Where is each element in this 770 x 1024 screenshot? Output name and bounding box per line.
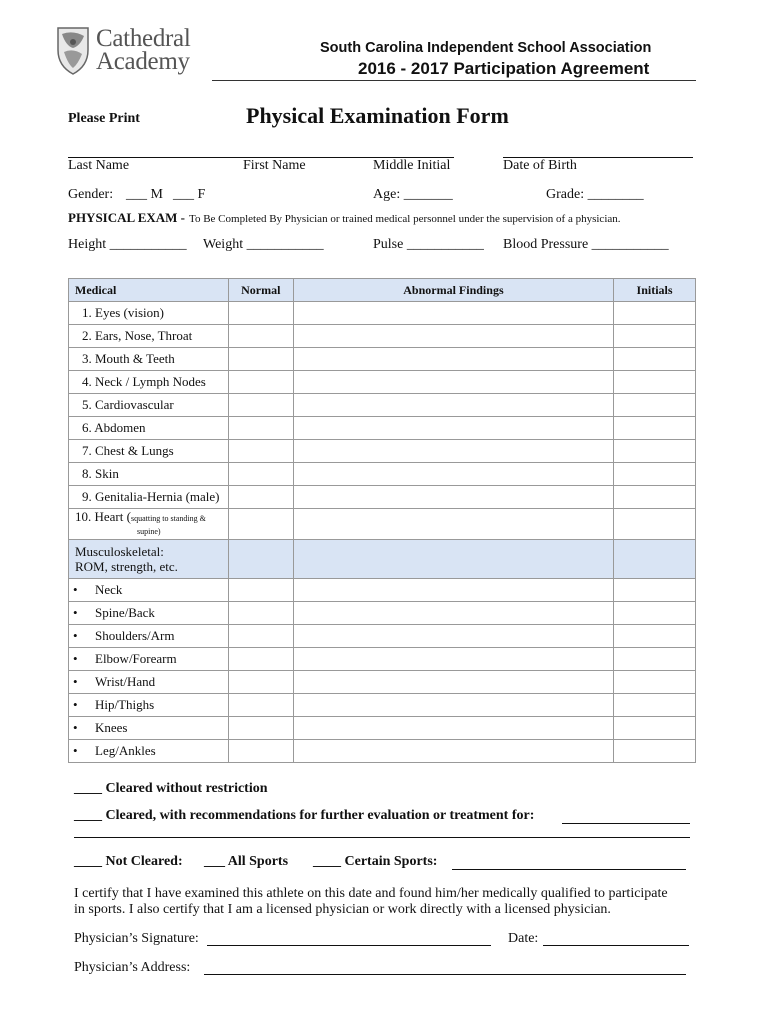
certify-line-1: I certify that I have examined this athlete on this date and found him/her medically qualified to participate: [74, 886, 668, 901]
physical-exam-note: [68, 209, 621, 227]
height-field[interactable]: Height ___________: [68, 237, 187, 252]
findings-cell[interactable]: [293, 417, 613, 440]
table-row: [69, 302, 696, 325]
row-label: 1. Eyes (vision): [69, 302, 229, 325]
row-label: 6. Abdomen: [69, 417, 229, 440]
grade-field[interactable]: Grade: ________: [546, 187, 644, 202]
findings-cell[interactable]: [293, 348, 613, 371]
normal-cell[interactable]: [228, 740, 293, 763]
bullet-icon: •: [73, 743, 78, 758]
table-row: [69, 717, 696, 740]
findings-cell[interactable]: [293, 325, 613, 348]
initials-cell[interactable]: [614, 717, 696, 740]
findings-cell[interactable]: [293, 671, 613, 694]
logo-line2: Academy: [96, 48, 190, 75]
initials-cell[interactable]: [614, 694, 696, 717]
heart-note: squatting to standing &: [130, 514, 206, 523]
table-row: [69, 463, 696, 486]
row-label: 8. Skin: [69, 463, 229, 486]
certain-sports[interactable]: ____ Certain Sports:: [313, 854, 438, 869]
table-row: [69, 440, 696, 463]
row-label: • Spine/Back: [69, 602, 229, 625]
physician-signature-label: Physician’s Signature:: [74, 931, 199, 946]
normal-cell[interactable]: [228, 625, 293, 648]
dob-label: Date of Birth: [503, 158, 577, 173]
table-header-row: [69, 279, 696, 302]
row-label: • Shoulders/Arm: [69, 625, 229, 648]
initials-cell[interactable]: [614, 440, 696, 463]
findings-cell[interactable]: [293, 509, 613, 540]
date-line[interactable]: [543, 945, 689, 946]
normal-cell[interactable]: [228, 579, 293, 602]
exam-table: [68, 278, 696, 763]
findings-cell[interactable]: [293, 371, 613, 394]
physical-exam-desc: To Be Completed By Physician or trained medical personnel under the supervision of a physician.: [189, 213, 621, 225]
heart-main: 10. Heart (: [75, 509, 131, 524]
initials-cell[interactable]: [614, 394, 696, 417]
school-logo: [52, 24, 212, 76]
table-row: [69, 417, 696, 440]
normal-cell[interactable]: [228, 417, 293, 440]
initials-cell[interactable]: [614, 671, 696, 694]
bullet-icon: •: [73, 605, 78, 620]
findings-cell: [293, 540, 613, 579]
first-name-label: First Name: [243, 158, 306, 173]
heart-note-2: supine): [137, 527, 161, 536]
initials-cell[interactable]: [614, 625, 696, 648]
blood-pressure-field[interactable]: Blood Pressure ___________: [503, 237, 669, 252]
association-name: South Carolina Independent School Association: [320, 40, 652, 56]
initials-cell[interactable]: [614, 463, 696, 486]
gender-female-blank[interactable]: ___ F: [173, 187, 206, 202]
normal-cell[interactable]: [228, 694, 293, 717]
normal-cell[interactable]: [228, 671, 293, 694]
row-label: 9. Genitalia-Hernia (male): [69, 486, 229, 509]
all-sports[interactable]: ___ All Sports: [204, 854, 289, 869]
table-row: [69, 602, 696, 625]
normal-cell[interactable]: [228, 394, 293, 417]
initials-cell[interactable]: [614, 371, 696, 394]
physician-address-label: Physician’s Address:: [74, 960, 191, 975]
musculoskeletal-label: [69, 540, 229, 579]
table-row: [69, 694, 696, 717]
recommendations-line-2[interactable]: [74, 837, 690, 838]
logo-line1: Cathedral: [96, 25, 191, 52]
normal-cell[interactable]: [228, 648, 293, 671]
bullet-icon: •: [73, 720, 78, 735]
initials-cell[interactable]: [614, 602, 696, 625]
findings-cell[interactable]: [293, 648, 613, 671]
col-medical: Medical: [69, 279, 229, 302]
cleared-with-recommendations[interactable]: ____ Cleared, with recommendations for further evaluation or treatment for:: [74, 808, 535, 823]
row-label: 5. Cardiovascular: [69, 394, 229, 417]
not-cleared[interactable]: ____ Not Cleared:: [74, 854, 183, 869]
normal-cell[interactable]: [228, 509, 293, 540]
initials-cell[interactable]: [614, 417, 696, 440]
initials-cell[interactable]: [614, 579, 696, 602]
table-row: [69, 348, 696, 371]
initials-cell[interactable]: [614, 740, 696, 763]
table-row: [69, 486, 696, 509]
bullet-icon: •: [73, 697, 78, 712]
table-row-heart: [69, 509, 696, 540]
row-label: 4. Neck / Lymph Nodes: [69, 371, 229, 394]
row-label: 3. Mouth & Teeth: [69, 348, 229, 371]
initials-cell[interactable]: [614, 509, 696, 540]
physician-address-line[interactable]: [204, 974, 686, 975]
row-label: • Wrist/Hand: [69, 671, 229, 694]
initials-cell[interactable]: [614, 348, 696, 371]
age-field[interactable]: Age: _______: [373, 187, 453, 202]
agreement-title: 2016 - 2017 Participation Agreement: [358, 59, 650, 78]
col-initials: Initials: [614, 279, 696, 302]
bullet-icon: •: [73, 651, 78, 666]
gender-male-blank[interactable]: ___ M: [126, 187, 163, 202]
row-label: 2. Ears, Nose, Throat: [69, 325, 229, 348]
table-row: [69, 325, 696, 348]
table-row: [69, 740, 696, 763]
table-row: [69, 371, 696, 394]
initials-cell: [614, 540, 696, 579]
bullet-icon: •: [73, 674, 78, 689]
row-label: 7. Chest & Lungs: [69, 440, 229, 463]
row-label: • Hip/Thighs: [69, 694, 229, 717]
middle-initial-label: Middle Initial: [373, 158, 451, 173]
form-title: Physical Examination Form: [246, 103, 509, 128]
col-normal: Normal: [228, 279, 293, 302]
gender-label: Gender:: [68, 187, 114, 202]
pulse-field[interactable]: Pulse ___________: [373, 237, 484, 252]
row-label: • Leg/Ankles: [69, 740, 229, 763]
certify-line-2: in sports. I also certify that I am a licensed physician or work directly with a licensed physician.: [74, 902, 611, 917]
bullet-icon: •: [73, 628, 78, 643]
certain-sports-line[interactable]: [452, 869, 686, 870]
findings-cell[interactable]: [293, 602, 613, 625]
table-row: [69, 671, 696, 694]
findings-cell[interactable]: [293, 625, 613, 648]
normal-cell[interactable]: [228, 463, 293, 486]
initials-cell[interactable]: [614, 648, 696, 671]
physical-exam-label: PHYSICAL EXAM -: [68, 210, 186, 225]
please-print-label: Please Print: [68, 111, 140, 126]
musculoskeletal-row: [69, 540, 696, 579]
crest-icon: [52, 24, 94, 76]
findings-cell[interactable]: [293, 302, 613, 325]
normal-cell[interactable]: [228, 371, 293, 394]
normal-cell[interactable]: [228, 486, 293, 509]
findings-cell[interactable]: [293, 717, 613, 740]
normal-cell[interactable]: [228, 717, 293, 740]
findings-cell[interactable]: [293, 740, 613, 763]
findings-cell[interactable]: [293, 579, 613, 602]
findings-cell[interactable]: [293, 394, 613, 417]
row-label: • Elbow/Forearm: [69, 648, 229, 671]
header-divider: [212, 80, 696, 81]
normal-cell[interactable]: [228, 440, 293, 463]
normal-cell[interactable]: [228, 602, 293, 625]
initials-cell[interactable]: [614, 302, 696, 325]
initials-cell[interactable]: [614, 325, 696, 348]
findings-cell[interactable]: [293, 694, 613, 717]
row-label-heart: [69, 509, 229, 540]
findings-cell[interactable]: [293, 463, 613, 486]
row-label: • Neck: [69, 579, 229, 602]
normal-cell[interactable]: [228, 325, 293, 348]
table-row: [69, 625, 696, 648]
musculo-line1: Musculoskeletal:: [75, 544, 164, 559]
findings-cell[interactable]: [293, 440, 613, 463]
initials-cell[interactable]: [614, 486, 696, 509]
table-row: [69, 579, 696, 602]
table-row: [69, 648, 696, 671]
last-name-label: Last Name: [68, 158, 130, 173]
weight-field[interactable]: Weight ___________: [203, 237, 324, 252]
normal-cell[interactable]: [228, 348, 293, 371]
col-abnormal: Abnormal Findings: [293, 279, 613, 302]
musculo-line2: ROM, strength, etc.: [75, 559, 178, 574]
row-label: • Knees: [69, 717, 229, 740]
normal-cell: [228, 540, 293, 579]
recommendations-line-1[interactable]: [562, 823, 690, 824]
findings-cell[interactable]: [293, 486, 613, 509]
cleared-without-restriction[interactable]: ____ Cleared without restriction: [74, 781, 268, 796]
physician-signature-line[interactable]: [207, 945, 491, 946]
normal-cell[interactable]: [228, 302, 293, 325]
bullet-icon: •: [73, 582, 78, 597]
date-label: Date:: [508, 931, 539, 946]
table-row: [69, 394, 696, 417]
